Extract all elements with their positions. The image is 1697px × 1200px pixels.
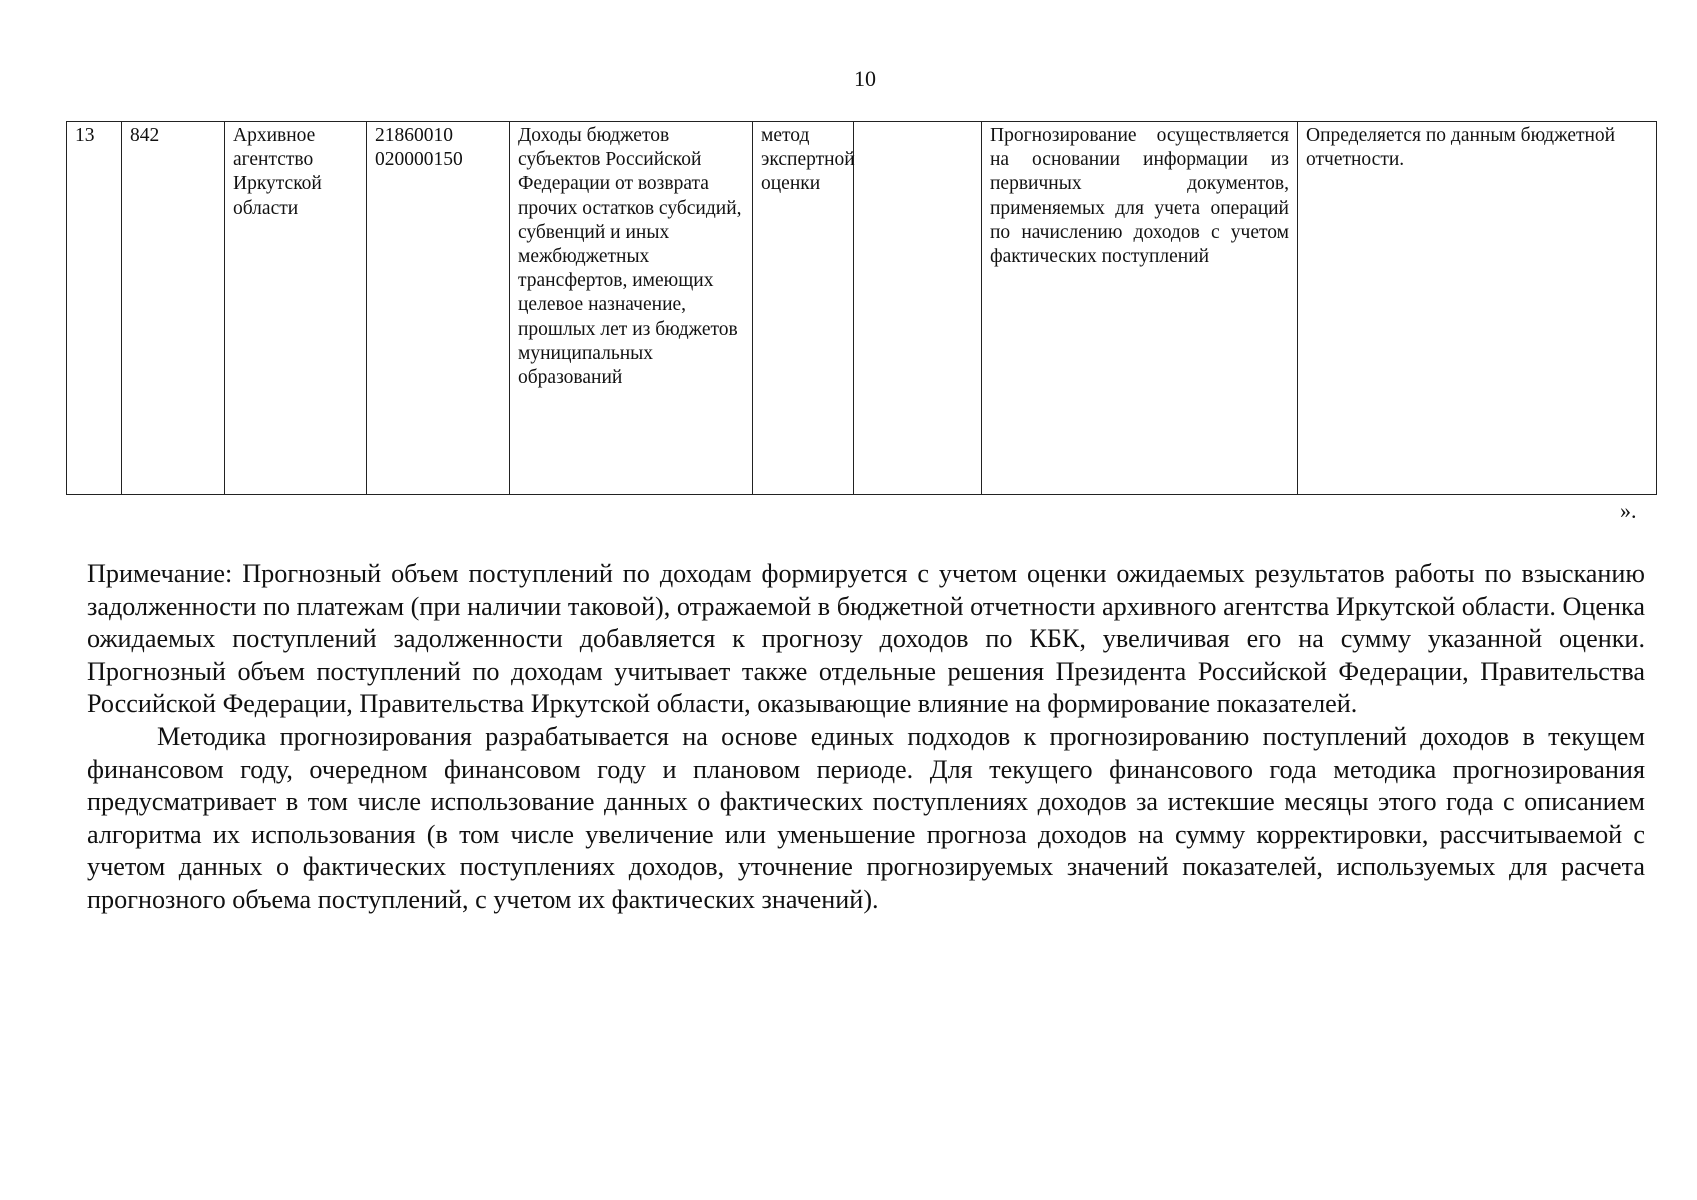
cell-admin-code: 842	[122, 122, 225, 495]
note-paragraph: Примечание: Прогнозный объем поступлений по доходам формируется с учетом оценки ожидаемых результатов работы по взысканию задолженности по платежам (при наличии таковой), отражаемой в бюджетной отчетности архивного агентства Иркутской области. Оценка ожидаемых поступлений задолженности добавляется к прогнозу доходов по КБК, увеличивая его на сумму указанной оценки. Прогнозный объем поступлений по доходам учитывает также отдельные решения Президента Российской Федерации, Правительства Российской Федерации, Правительства Иркутской области, оказывающие влияние на формирование показателей.	[87, 559, 1645, 719]
cell-kbk-code: 21860010 020000150	[367, 122, 510, 495]
cell-formula	[854, 122, 982, 495]
table-row	[67, 122, 1657, 495]
page-number: 10	[854, 66, 876, 91]
cell-forecast-method: метод экспертной оценки	[753, 122, 854, 495]
closing-quote: ».	[1620, 498, 1637, 523]
cell-revenue-name: Доходы бюджетов субъектов Российской Федерации от возврата прочих остатков субсидий, субвенций и иных межбюджетных трансфертов, имеющих целевое назначение, прошлых лет из бюджетов муниципальных образований	[510, 122, 753, 495]
cell-forecast-basis: Прогнозирование осуществляется на основании информации из первичных документов, применяемых для учета операций по начислению доходов с учетом фактических поступлений	[982, 122, 1298, 495]
cell-row-number: 13	[67, 122, 122, 495]
revenue-table	[66, 121, 1657, 495]
methodology-paragraph: Методика прогнозирования разрабатывается на основе единых подходов к прогнозированию поступлений доходов в текущем финансовом году, очередном финансовом году и плановом периоде. Для текущего финансового года методика прогнозирования предусматривает в том числе использование данных о фактических поступлениях доходов за истекшие месяцы этого года с описанием алгоритма их использования (в том числе увеличение или уменьшение прогноза доходов на сумму корректировки, рассчитываемой с учетом данных о фактических поступлениях доходов, уточнение прогнозируемых значений показателей, используемых для расчета прогнозного объема поступлений, с учетом их фактических значений).	[87, 721, 1645, 914]
note-section	[87, 558, 1645, 917]
cell-data-source: Определяется по данным бюджетной отчетности.	[1298, 122, 1657, 495]
cell-agency-name: Архивное агентство Иркутской области	[225, 122, 367, 495]
